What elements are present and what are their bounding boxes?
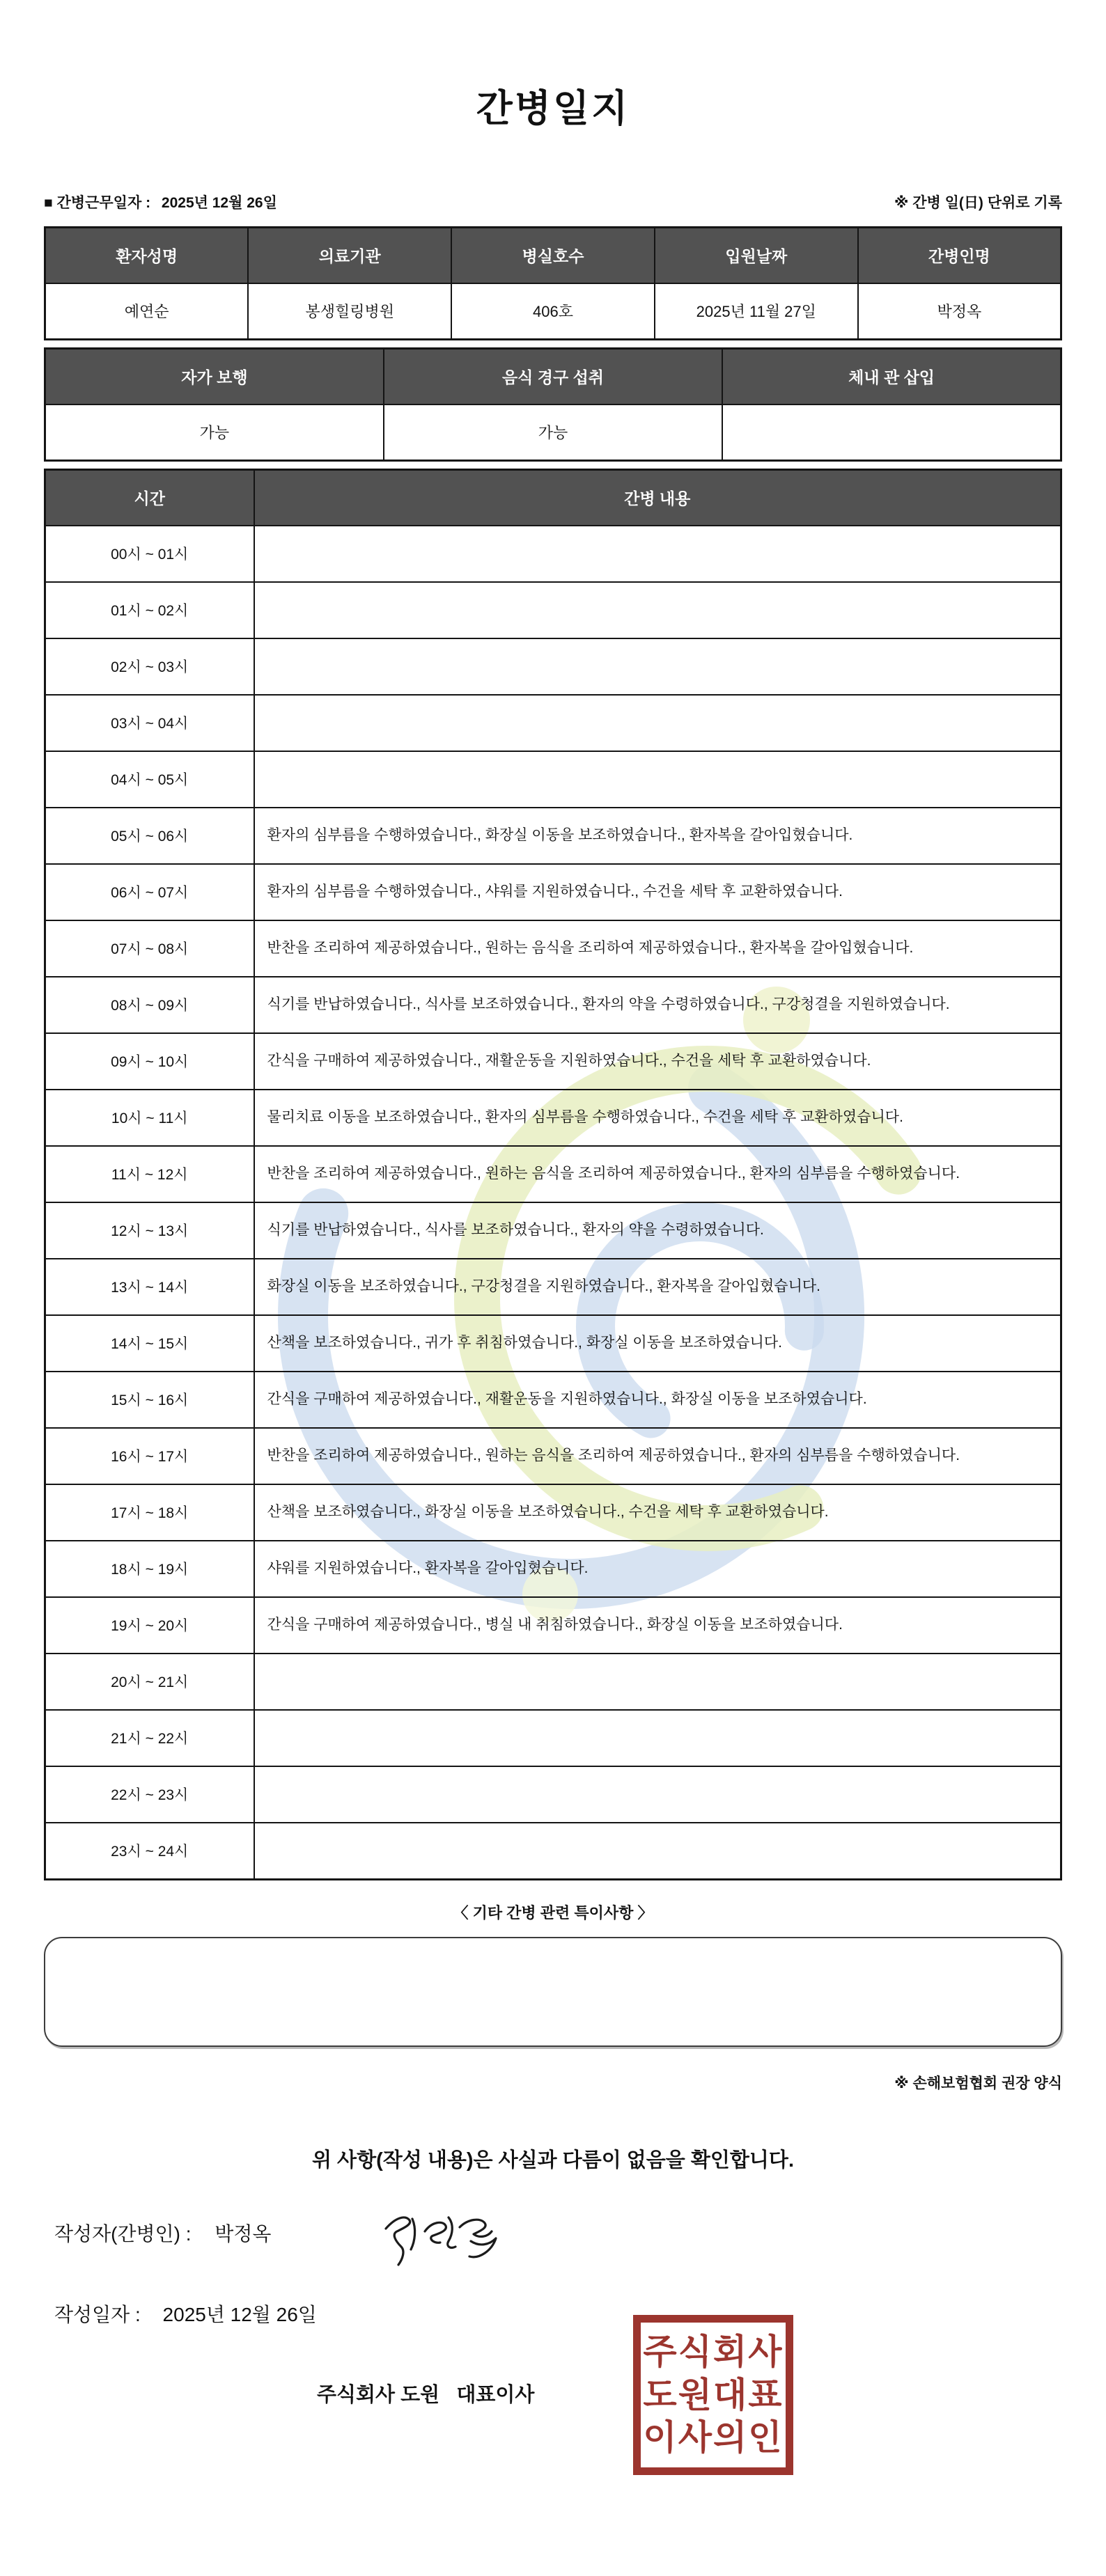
care-row-content	[254, 1654, 1061, 1710]
unit-note: ※ 간병 일(日) 단위로 기록	[894, 194, 1062, 211]
care-row-content: 샤워를 지원하였습니다., 환자복을 갈아입혔습니다.	[254, 1541, 1061, 1597]
value-tube-insertion	[722, 405, 1061, 461]
care-row-time: 07시 ~ 08시	[45, 920, 254, 977]
care-row-time: 19시 ~ 20시	[45, 1597, 254, 1654]
care-row-time: 11시 ~ 12시	[45, 1146, 254, 1202]
writer-label: 작성자(간병인) :	[54, 2222, 192, 2245]
value-oral-intake: 가능	[384, 405, 722, 461]
care-row	[45, 1315, 1061, 1372]
special-notes-box	[44, 1937, 1062, 2047]
care-row	[45, 1259, 1061, 1315]
care-row-content: 식기를 반납하였습니다., 식사를 보조하였습니다., 환자의 약을 수령하였습니다., 구강청결을 지원하였습니다.	[254, 977, 1061, 1033]
care-row-content	[254, 1766, 1061, 1823]
care-row	[45, 1541, 1061, 1597]
patient-status-header-row	[45, 348, 1061, 405]
meta-line	[44, 191, 1062, 212]
value-medical-institution: 봉생힐링병원	[248, 283, 451, 340]
care-row-content	[254, 695, 1061, 751]
care-row-content	[254, 751, 1061, 808]
insurance-form-note: ※ 손해보험협회 권장 양식	[894, 2075, 1062, 2091]
care-row	[45, 1428, 1061, 1484]
patient-info-header-row	[45, 227, 1061, 283]
care-row-content: 산책을 보조하였습니다., 귀가 후 취침하였습니다., 화장실 이동을 보조하였습니다.	[254, 1315, 1061, 1372]
care-row-content	[254, 526, 1061, 582]
care-row-content: 간식을 구매하여 제공하였습니다., 재활운동을 지원하였습니다., 수건을 세탁 후 교환하였습니다.	[254, 1033, 1061, 1090]
confirmation-statement: 위 사항(작성 내용)은 사실과 다름이 없음을 확인합니다.	[311, 2149, 795, 2171]
care-row-time: 01시 ~ 02시	[45, 582, 254, 638]
care-row-time: 12시 ~ 13시	[45, 1202, 254, 1259]
care-work-date-value: 2025년 12월 26일	[161, 194, 277, 211]
care-row-content: 반찬을 조리하여 제공하였습니다., 원하는 음식을 조리하여 제공하였습니다., 환자의 심부름을 수행하였습니다.	[254, 1428, 1061, 1484]
patient-info-value-row	[45, 283, 1061, 340]
care-row	[45, 1146, 1061, 1202]
care-log-table	[44, 469, 1062, 1880]
care-row-content	[254, 1710, 1061, 1766]
header-tube-insertion: 체내 관 삽입	[722, 348, 1061, 405]
care-row	[45, 751, 1061, 808]
care-row-time: 17시 ~ 18시	[45, 1484, 254, 1541]
care-row-time: 10시 ~ 11시	[45, 1090, 254, 1146]
care-row-content: 산책을 보조하였습니다., 화장실 이동을 보조하였습니다., 수건을 세탁 후 교환하였습니다.	[254, 1484, 1061, 1541]
header-patient-name: 환자성명	[45, 227, 249, 283]
care-row-time: 00시 ~ 01시	[45, 526, 254, 582]
header-self-walking: 자가 보행	[45, 348, 384, 405]
care-row-content: 간식을 구매하여 제공하였습니다., 병실 내 취침하였습니다., 화장실 이동을 보조하였습니다.	[254, 1597, 1061, 1654]
care-work-date-label: ■ 간병근무일자 :	[44, 194, 151, 211]
care-row-content	[254, 582, 1061, 638]
stamp-row: 도원대표	[643, 2375, 784, 2414]
footer-section	[44, 2279, 1062, 2529]
document-content	[0, 86, 1106, 2529]
care-row-time: 21시 ~ 22시	[45, 1710, 254, 1766]
company-ceo-line: 주식회사 도원 대표이사	[317, 2383, 535, 2406]
value-patient-name: 예연순	[45, 283, 249, 340]
care-row	[45, 1090, 1061, 1146]
value-self-walking: 가능	[45, 405, 384, 461]
header-medical-institution: 의료기관	[248, 227, 451, 283]
care-row-time: 06시 ~ 07시	[45, 864, 254, 920]
care-row-content: 반찬을 조리하여 제공하였습니다., 원하는 음식을 조리하여 제공하였습니다., 환자의 심부름을 수행하였습니다.	[254, 1146, 1061, 1202]
care-row-time: 09시 ~ 10시	[45, 1033, 254, 1090]
care-row	[45, 1654, 1061, 1710]
header-room-number: 병실호수	[451, 227, 655, 283]
care-row	[45, 582, 1061, 638]
care-row	[45, 864, 1061, 920]
care-work-date	[44, 191, 277, 212]
write-date-line	[54, 2300, 317, 2327]
care-row-time: 05시 ~ 06시	[45, 808, 254, 864]
value-admission-date: 2025년 11월 27일	[655, 283, 858, 340]
care-row-time: 08시 ~ 09시	[45, 977, 254, 1033]
care-row	[45, 1597, 1061, 1654]
caregiver-signature	[382, 2210, 500, 2275]
care-row-time: 14시 ~ 15시	[45, 1315, 254, 1372]
care-row-time: 03시 ~ 04시	[45, 695, 254, 751]
stamp-row: 주식회사	[643, 2332, 784, 2372]
care-row-content: 환자의 심부름을 수행하였습니다., 화장실 이동을 보조하였습니다., 환자복을 갈아입혔습니다.	[254, 808, 1061, 864]
care-row	[45, 1484, 1061, 1541]
value-caregiver-name: 박정옥	[858, 283, 1061, 340]
writer-line	[54, 2219, 1062, 2249]
patient-status-value-row	[45, 405, 1061, 461]
care-row-content: 간식을 구매하여 제공하였습니다., 재활운동을 지원하였습니다., 화장실 이동을 보조하였습니다.	[254, 1372, 1061, 1428]
care-row	[45, 1372, 1061, 1428]
write-date-value: 2025년 12월 26일	[162, 2303, 317, 2325]
care-row-time: 20시 ~ 21시	[45, 1654, 254, 1710]
patient-status-table	[44, 347, 1062, 462]
care-row-time: 23시 ~ 24시	[45, 1823, 254, 1880]
care-row	[45, 695, 1061, 751]
write-date-label: 작성일자 :	[54, 2303, 141, 2325]
care-row-time: 22시 ~ 23시	[45, 1766, 254, 1823]
care-log-header-row	[45, 469, 1061, 526]
care-row	[45, 808, 1061, 864]
care-row-content: 물리치료 이동을 보조하였습니다., 환자의 심부름을 수행하였습니다., 수건을 세탁 후 교환하였습니다.	[254, 1090, 1061, 1146]
stamp-row: 이사의인	[643, 2418, 784, 2458]
special-notes-title: 〈 기타 간병 관련 특이사항 〉	[453, 1903, 653, 1922]
header-time: 시간	[45, 469, 254, 526]
page-title: 간병일지	[476, 88, 630, 129]
care-row-time: 15시 ~ 16시	[45, 1372, 254, 1428]
care-row-content: 환자의 심부름을 수행하였습니다., 샤워를 지원하였습니다., 수건을 세탁 후 교환하였습니다.	[254, 864, 1061, 920]
care-row	[45, 638, 1061, 695]
care-row-content: 반찬을 조리하여 제공하였습니다., 원하는 음식을 조리하여 제공하였습니다., 환자복을 갈아입혔습니다.	[254, 920, 1061, 977]
care-row-time: 04시 ~ 05시	[45, 751, 254, 808]
care-row	[45, 1033, 1061, 1090]
care-row-time: 02시 ~ 03시	[45, 638, 254, 695]
writer-name: 박정옥	[215, 2222, 272, 2245]
header-admission-date: 입원날짜	[655, 227, 858, 283]
care-row	[45, 1823, 1061, 1880]
care-row-content: 식기를 반납하였습니다., 식사를 보조하였습니다., 환자의 약을 수령하였습니다.	[254, 1202, 1061, 1259]
header-oral-intake: 음식 경구 섭취	[384, 348, 722, 405]
corporate-seal-stamp	[633, 2315, 793, 2475]
care-row-time: 18시 ~ 19시	[45, 1541, 254, 1597]
care-row-time: 13시 ~ 14시	[45, 1259, 254, 1315]
care-row-content	[254, 1823, 1061, 1880]
patient-info-table	[44, 226, 1062, 340]
care-row	[45, 1710, 1061, 1766]
care-row	[45, 1766, 1061, 1823]
header-caregiver-name: 간병인명	[858, 227, 1061, 283]
care-row	[45, 920, 1061, 977]
care-row	[45, 526, 1061, 582]
header-care-content: 간병 내용	[254, 469, 1061, 526]
value-room-number: 406호	[451, 283, 655, 340]
care-row	[45, 1202, 1061, 1259]
care-row-content: 화장실 이동을 보조하였습니다., 구강청결을 지원하였습니다., 환자복을 갈아입혔습니다.	[254, 1259, 1061, 1315]
care-row-content	[254, 638, 1061, 695]
care-row-time: 16시 ~ 17시	[45, 1428, 254, 1484]
care-row	[45, 977, 1061, 1033]
